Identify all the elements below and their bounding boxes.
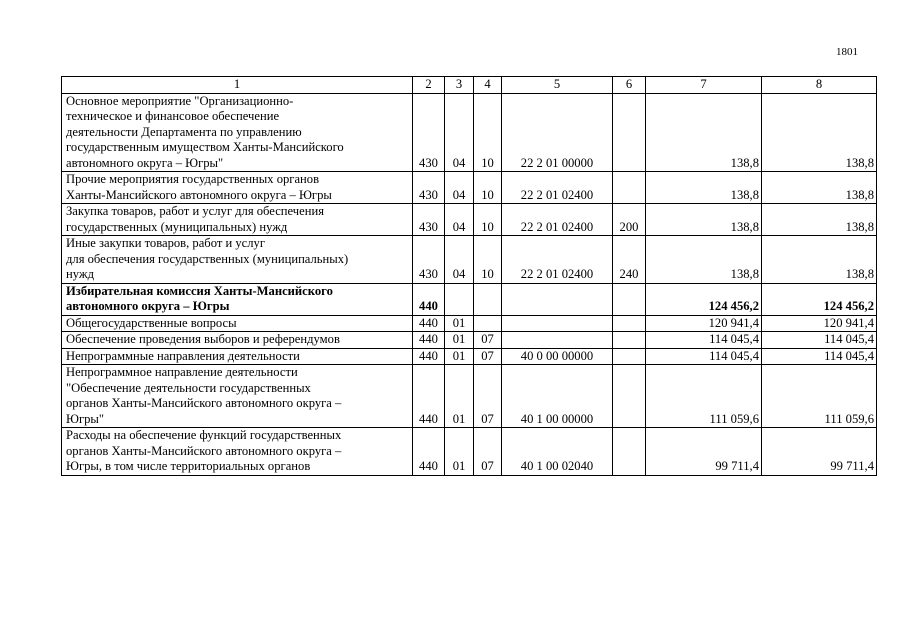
row-name-cell: Основное мероприятие "Организационно- техническое и финансовое обеспечение деятельности Департамента по управлению государственным имуществом Ханты-Мансийского автономного округа – Югры" <box>62 93 413 172</box>
amount-cell: 124 456,2 <box>762 283 877 315</box>
row-name-cell: Общегосударственные вопросы <box>62 315 413 332</box>
amount-cell: 114 045,4 <box>646 348 762 365</box>
amount-cell: 138,8 <box>646 93 762 172</box>
subsection-code-cell: 10 <box>474 93 502 172</box>
target-article-cell: 22 2 01 02400 <box>502 204 613 236</box>
ministry-code-cell: 430 <box>413 93 445 172</box>
amount-cell: 138,8 <box>762 236 877 284</box>
subsection-code-cell: 07 <box>474 348 502 365</box>
subsection-code-cell <box>474 315 502 332</box>
table-row <box>62 365 877 428</box>
amount-cell: 124 456,2 <box>646 283 762 315</box>
column-header: 7 <box>646 77 762 94</box>
amount-cell: 138,8 <box>762 204 877 236</box>
row-name-cell: Расходы на обеспечение функций государственных органов Ханты-Мансийского автономного округа – Югры, в том числе территориальных органов <box>62 428 413 476</box>
amount-cell: 114 045,4 <box>646 332 762 349</box>
section-code-cell: 04 <box>445 204 474 236</box>
table-row <box>62 283 877 315</box>
ministry-code-cell: 440 <box>413 348 445 365</box>
header-row <box>62 77 877 94</box>
table-row <box>62 348 877 365</box>
subsection-code-cell: 10 <box>474 236 502 284</box>
column-header: 2 <box>413 77 445 94</box>
page-number: 1801 <box>836 46 858 58</box>
ministry-code-cell: 430 <box>413 204 445 236</box>
table-row <box>62 236 877 284</box>
row-name-cell: Избирательная комиссия Ханты-Мансийского автономного округа – Югры <box>62 283 413 315</box>
expense-type-cell: 240 <box>613 236 646 284</box>
amount-cell: 114 045,4 <box>762 332 877 349</box>
row-name-cell: Непрограммные направления деятельности <box>62 348 413 365</box>
expense-type-cell: 200 <box>613 204 646 236</box>
section-code-cell: 01 <box>445 428 474 476</box>
table-row <box>62 332 877 349</box>
section-code-cell: 01 <box>445 365 474 428</box>
table-row <box>62 315 877 332</box>
column-header: 8 <box>762 77 877 94</box>
column-header: 6 <box>613 77 646 94</box>
target-article-cell: 22 2 01 02400 <box>502 236 613 284</box>
ministry-code-cell: 430 <box>413 172 445 204</box>
row-name-cell: Закупка товаров, работ и услуг для обеспечения государственных (муниципальных) нужд <box>62 204 413 236</box>
amount-cell: 111 059,6 <box>646 365 762 428</box>
column-header: 5 <box>502 77 613 94</box>
table-row <box>62 204 877 236</box>
subsection-code-cell: 10 <box>474 204 502 236</box>
expense-type-cell <box>613 93 646 172</box>
row-name-cell: Иные закупки товаров, работ и услуг для обеспечения государственных (муниципальных) нужд <box>62 236 413 284</box>
section-code-cell: 04 <box>445 93 474 172</box>
subsection-code-cell: 07 <box>474 365 502 428</box>
ministry-code-cell: 440 <box>413 428 445 476</box>
expense-type-cell <box>613 315 646 332</box>
target-article-cell: 40 1 00 00000 <box>502 365 613 428</box>
amount-cell: 114 045,4 <box>762 348 877 365</box>
subsection-code-cell: 07 <box>474 332 502 349</box>
amount-cell: 99 711,4 <box>646 428 762 476</box>
subsection-code-cell: 07 <box>474 428 502 476</box>
table-row <box>62 93 877 172</box>
target-article-cell: 22 2 01 02400 <box>502 172 613 204</box>
section-code-cell: 01 <box>445 348 474 365</box>
target-article-cell: 40 1 00 02040 <box>502 428 613 476</box>
target-article-cell: 40 0 00 00000 <box>502 348 613 365</box>
column-header: 3 <box>445 77 474 94</box>
ministry-code-cell: 440 <box>413 283 445 315</box>
table-body <box>62 93 877 475</box>
expense-type-cell <box>613 348 646 365</box>
target-article-cell: 22 2 01 00000 <box>502 93 613 172</box>
ministry-code-cell: 430 <box>413 236 445 284</box>
amount-cell: 138,8 <box>646 204 762 236</box>
expense-type-cell <box>613 428 646 476</box>
section-code-cell: 01 <box>445 315 474 332</box>
row-name-cell: Прочие мероприятия государственных органов Ханты-Мансийского автономного округа – Югры <box>62 172 413 204</box>
target-article-cell <box>502 315 613 332</box>
table-row <box>62 172 877 204</box>
amount-cell: 120 941,4 <box>762 315 877 332</box>
section-code-cell: 04 <box>445 172 474 204</box>
section-code-cell <box>445 283 474 315</box>
section-code-cell: 01 <box>445 332 474 349</box>
target-article-cell <box>502 283 613 315</box>
amount-cell: 138,8 <box>762 93 877 172</box>
ministry-code-cell: 440 <box>413 332 445 349</box>
expense-type-cell <box>613 172 646 204</box>
row-name-cell: Непрограммное направление деятельности "Обеспечение деятельности государственных органов Ханты-Мансийского автономного округа – Югры" <box>62 365 413 428</box>
expense-type-cell <box>613 283 646 315</box>
amount-cell: 111 059,6 <box>762 365 877 428</box>
expense-type-cell <box>613 332 646 349</box>
column-header: 4 <box>474 77 502 94</box>
target-article-cell <box>502 332 613 349</box>
column-header: 1 <box>62 77 413 94</box>
amount-cell: 138,8 <box>646 236 762 284</box>
amount-cell: 99 711,4 <box>762 428 877 476</box>
amount-cell: 138,8 <box>646 172 762 204</box>
budget-table <box>61 76 877 476</box>
ministry-code-cell: 440 <box>413 315 445 332</box>
section-code-cell: 04 <box>445 236 474 284</box>
table-row <box>62 428 877 476</box>
expense-type-cell <box>613 365 646 428</box>
subsection-code-cell <box>474 283 502 315</box>
row-name-cell: Обеспечение проведения выборов и референдумов <box>62 332 413 349</box>
amount-cell: 138,8 <box>762 172 877 204</box>
subsection-code-cell: 10 <box>474 172 502 204</box>
amount-cell: 120 941,4 <box>646 315 762 332</box>
ministry-code-cell: 440 <box>413 365 445 428</box>
